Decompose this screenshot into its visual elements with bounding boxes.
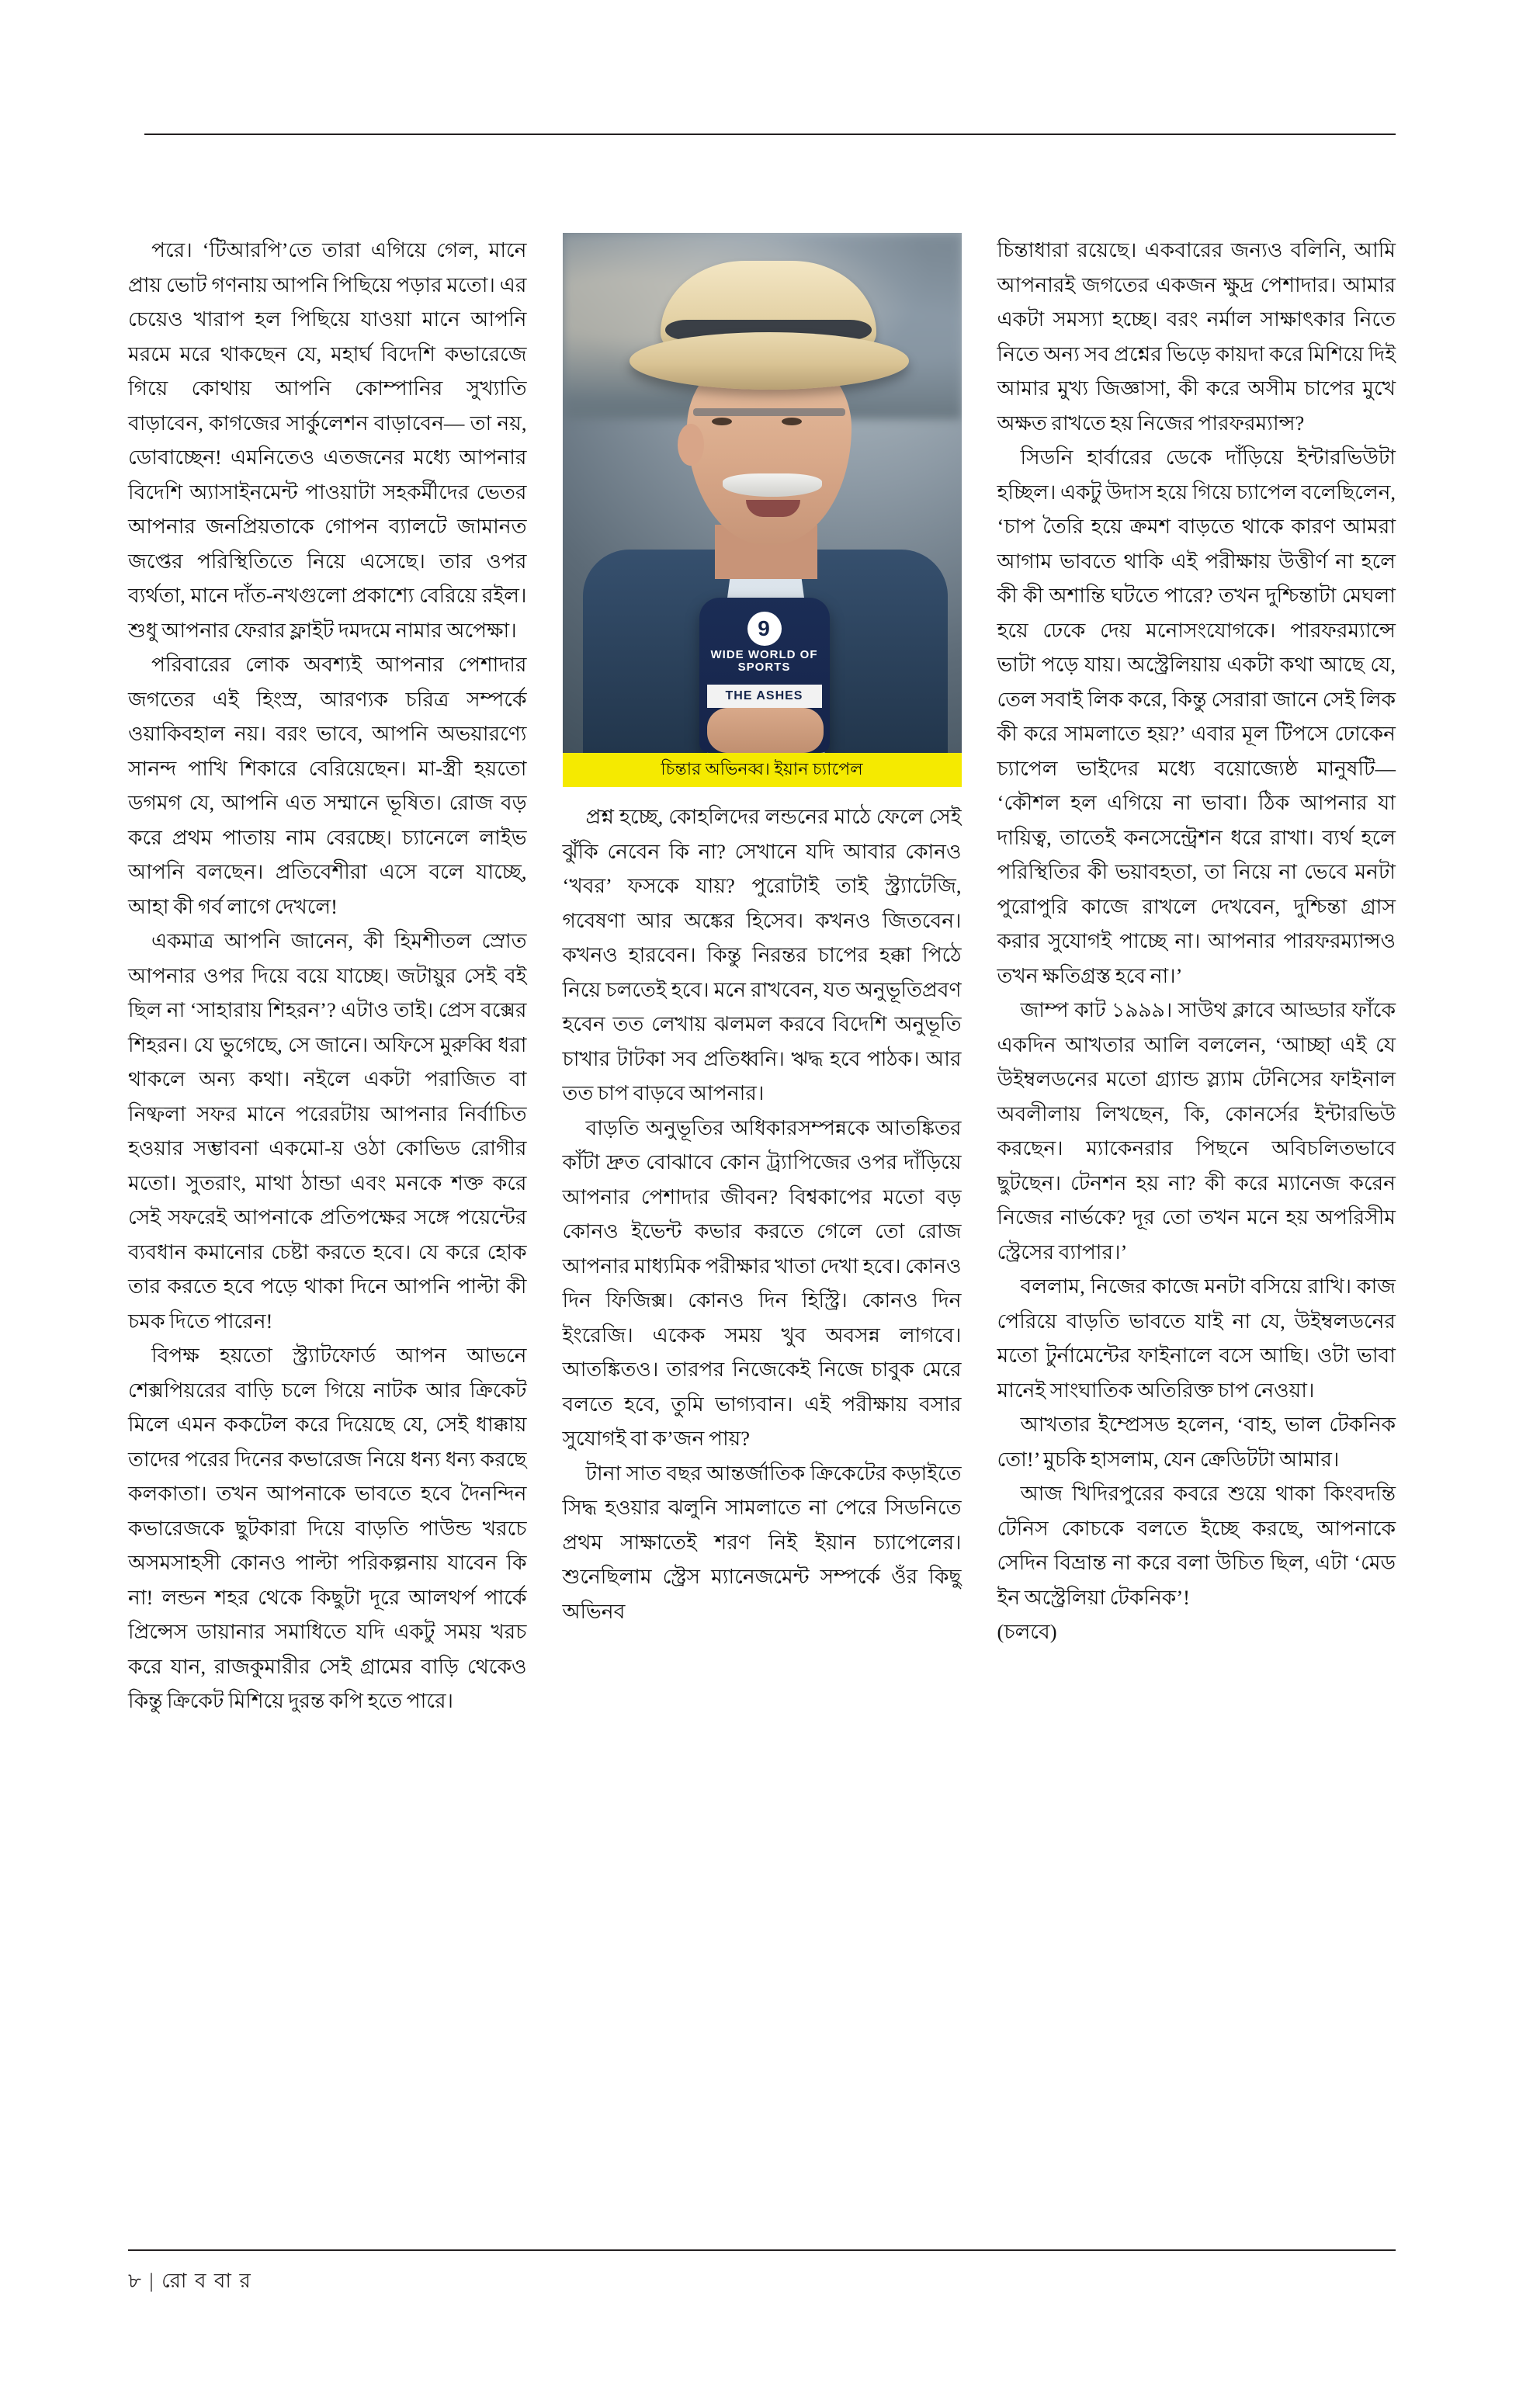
paragraph: বললাম, নিজের কাজে মনটা বসিয়ে রাখি। কাজ পেরিয়ে বাড়তি ভাবতে যাই না যে, উইম্বলডনের মতো টুর্নামেন্টের ফাইনালে বসে আছি। ওটা ভাবা মানেই সাংঘাতিক অতিরিক্ত চাপ নেওয়া। bbox=[997, 1275, 1396, 1402]
paragraph: জাম্প কাট ১৯৯৯। সাউথ ক্লাবে আড্ডার ফাঁকে একদিন আখতার আলি বললেন, ‘আচ্ছা এই যে উইম্বলডনের মতো গ্র্যান্ড স্ল্যাম টেনিসের ফাইনাল অবলীলায় লিখছেন, কি, কোনর্সের ইন্টারভিউ করছেন। ম্যাকেনরার পিছনে অবিচলিতভাবে ছুটছেন। টেনশন হয় না? কী করে ম্যানেজ করেন নিজের নার্ভকে? দূর তো তখন মনে হয় অপরিসীম স্ট্রেসের ব্যাপার।’ bbox=[997, 998, 1396, 1264]
photo-ian-chappell bbox=[563, 233, 962, 753]
photo-hand bbox=[707, 708, 824, 753]
photo-glasses bbox=[693, 408, 845, 416]
photo-hat-brim bbox=[630, 332, 909, 390]
paragraph: আজ খিদিরপুরের কবরে শুয়ে থাকা কিংবদন্তি টেনিস কোচকে বলতে ইচ্ছে করছে, আপনাকে সেদিন বিভ্রান্ত না করে বলা উচিত ছিল, এটা ‘মেড ইন অস্ট্রেলিয়া টেকনিক’! bbox=[997, 1482, 1396, 1609]
paragraph: পরে। ‘টিআরপি’তে তারা এগিয়ে গেল, মানে প্রায় ভোট গণনায় আপনি পিছিয়ে পড়ার মতো। এর চেয়েও খারাপ হল পিছিয়ে যাওয়া মানে আপনি মরমে মরে থাকছেন যে, মহার্ঘ বিদেশি কভারেজে গিয়ে কোথায় আপনি কোম্পানির সুখ্যাতি বাড়াবেন, কাগজের সার্কুলেশন বাড়াবেন— তা নয়, ডোবাচ্ছেন! এমনিতেও এতজনের মধ্যে আপনার বিদেশি অ্যাসাইনমেন্ট পাওয়াটা সহকর্মীদের ভেতর আপনার জনপ্রিয়তাকে গোপন ব্যালটে জামানত জপ্তের পরিস্থিতিতে নিয়ে এসেছে। তার ওপর ব্যর্থতা, মানে দাঁত-নখগুলো প্রকাশ্যে বেরিয়ে রইল। শুধু আপনার ফেরার ফ্লাইট দমদমে নামার অপেক্ষা। bbox=[128, 238, 527, 642]
photo-eye-left bbox=[712, 418, 732, 425]
footer-rule bbox=[128, 2249, 1396, 2251]
paragraph: চিন্তাধারা রয়েছে। একবারের জন্যও বলিনি, আমি আপনারই জগতের একজন ক্ষুদ্র পেশাদার। আমার একটা সমস্যা হচ্ছে। বরং নর্মাল সাক্ষাৎকার নিতে নিতে অন্য সব প্রশ্নের ভিড়ে কায়দা করে মিশিয়ে দিই আমার মুখ্য জিজ্ঞাসা, কী করে অসীম চাপের মুখে অক্ষত রাখতে হয় নিজের পারফরম্যান্স? bbox=[997, 238, 1396, 435]
paragraph: পরিবারের লোক অবশ্যই আপনার পেশাদার জগতের এই হিংস্র, আরণ্যক চরিত্র সম্পর্কে ওয়াকিবহাল নয়। বরং ভাবে, আপনি অভয়ারণ্যে সানন্দ পাখি শিকারে বেরিয়েছেন। মা-স্ত্রী হয়তো ডগমগ যে, আপনি এত সম্মানে ভূষিত। রোজ বড় করে প্রথম পাতায় নাম বেরচ্ছে। চ্যানেলে লাইভ আপনি বলছেন। প্রতিবেশীরা এসে বলে যাচ্ছে, আহা কী গর্ব লাগে দেখলে! bbox=[128, 653, 527, 918]
header-rule bbox=[144, 134, 1396, 135]
photo-eye-right bbox=[782, 418, 802, 425]
column-middle bbox=[563, 233, 962, 2220]
figure-caption-bar bbox=[563, 753, 962, 787]
paragraph: সিডনি হার্বারের ডেকে দাঁড়িয়ে ইন্টারভিউটা হচ্ছিল। একটু উদাস হয়ে গিয়ে চ্যাপেল বলেছিলেন, ‘চাপ তৈরি হয়ে ক্রমশ বাড়তে থাকে কারণ আমরা আগাম ভাবতে থাকি এই পরীক্ষায় উত্তীর্ণ না হলে কী কী অশান্তি ঘটতে পারে? তখন দুশ্চিন্তাটা মেঘলা হয়ে ঢেকে দেয় মনোসংযোগকে। পারফরম্যান্সে ভাটা পড়ে যায়। অস্ট্রেলিয়ায় একটা কথা আছে যে, তেল সবাই লিক করে, কিন্তু সেরারা জানে সেই লিক কী করে সামলাতে হয়?’ এবার মূল টিপসে ঢোকেন চ্যাপেল ভাইদের মধ্যে বয়োজ্যেষ্ঠ মানুষটি— ‘কৌশল হল এগিয়ে না ভাবা। ঠিক আপনার যা দায়িত্ব, তাতেই কনসেন্ট্রেশন ধরে রাখা। ব্যর্থ হলে পরিস্থিতির কী ভয়াবহতা, তা নিয়ে না ভেবে মনটা পুরোপুরি কাজে রাখলে দেখবেন, দুশ্চিন্তা গ্রাস করার সুযোগই পাচ্ছে না। আপনার পারফরম্যান্সও তখন ক্ষতিগ্রস্ত হবে না।’ bbox=[997, 446, 1396, 987]
mic-flag-label: THE ASHES bbox=[707, 685, 822, 708]
paragraph: টানা সাত বছর আন্তর্জাতিক ক্রিকেটের কড়াইতে সিদ্ধ হওয়ার ঝলুনি সামলাতে না পেরে সিডনিতে প্রথম সাক্ষাতেই শরণ নিই ইয়ান চ্যাপেলের। শুনেছিলাম স্ট্রেস ম্যানেজমেন্ট সম্পর্কে ওঁর কিছু অভিনব bbox=[562, 1461, 962, 1623]
paragraph: একমাত্র আপনি জানেন, কী হিমশীতল স্রোত আপনার ওপর দিয়ে বয়ে যাচ্ছে। জটায়ুর সেই বই ছিল না ‘সাহারায় শিহরন’? এটাও তাই। প্রেস বক্সের শিহরন। যে ভুগেছে, সে জানে। অফিসে মুরুব্বি ধরা থাকলে অন্য কথা। নইলে একটা পরাজিত বা নিষ্ফলা সফর মানে পরেরটায় আপনার নির্বাচিত হওয়ার সম্ভাবনা একমো-য় ওঠা কোভিড রোগীর মতো। সুতরাং, মাথা ঠান্ডা এবং মনকে শক্ত করে সেই সফরেই আপনাকে প্রতিপক্ষের সঙ্গে পয়েন্টের ব্যবধান কমানোর চেষ্টা করতে হবে। যে করে হোক তার করতে হবে পড়ে থাকা দিনে আপনি পাল্টা কী চমক দিতে পারেন! bbox=[128, 929, 527, 1333]
page-folio: ৮ | রো ব বা র bbox=[128, 2270, 252, 2292]
column-left bbox=[128, 233, 527, 2220]
article-figure bbox=[563, 233, 962, 787]
logo-line-1: WIDE WORLD OF bbox=[710, 648, 818, 661]
figure-caption: চিন্তার অভিনব্ব। ইয়ান চ্যাপেল bbox=[661, 758, 863, 779]
channel-number: 9 bbox=[747, 612, 782, 646]
paragraph: আখতার ইম্প্রেসড হলেন, ‘বাহ, ভাল টেকনিক তো!’ মুচকি হাসলাম, যেন ক্রেডিটটা আমার। bbox=[997, 1413, 1396, 1471]
continuation-note: (চলবে) bbox=[997, 1620, 1057, 1643]
paragraph: বাড়তি অনুভূতির অধিকারসম্পন্নকে আতঙ্কিতর কাঁটা দ্রুত বোঝাবে কোন ট্র্যাপিজের ওপর দাঁড়িয়ে আপনার পেশাদার জীবন? বিশ্বকাপের মতো বড় কোনও ইভেন্ট কভার করতে গেলে তো রোজ আপনার মাধ্যমিক পরীক্ষার খাতা দেখা হবে। কোনও দিন ফিজিক্স। কোনও দিন হিস্ট্রি। কোনও দিন ইংরেজি। একেক সময় খুব অবসন্ন লাগবে। আতঙ্কিতও। তারপর নিজেকেই নিজে চাবুক মেরে বলতে হবে, তুমি ভাগ্যবান। এই পরীক্ষায় বসার সুযোগই বা ক’জন পায়? bbox=[562, 1115, 962, 1450]
article-columns bbox=[128, 233, 1396, 2220]
photo-mouth bbox=[746, 500, 800, 517]
photo-ear bbox=[678, 424, 704, 466]
photo-moustache bbox=[723, 473, 822, 497]
paragraph: প্রশ্ন হচ্ছে, কোহলিদের লন্ডনের মাঠে ফেলে সেই ঝুঁকি নেবেন কি না? সেখানে যদি আবার কোনও ‘খবর’ ফসকে যায়? পুরোটাই তাই স্ট্র্যাটেজি, গবেষণা আর অঙ্কের হিসেব। কখনও জিতবেন। কখনও হারবেন। কিন্তু নিরন্তর চাপের হক্কা পিঠে নিয়ে চলতেই হবে। মনে রাখবেন, যত অনুভূতিপ্রবণ হবেন তত লেখায় ঝলমল করবে বিদেশি অনুভূতি চাখার টাটকা সব প্রতিধ্বনি। ঋদ্ধ হবে পাঠক। আর তত চাপ বাড়বে আপনার। bbox=[562, 805, 962, 1105]
logo-line-2: SPORTS bbox=[737, 661, 791, 674]
broadcaster-logo bbox=[699, 612, 830, 674]
paragraph: বিপক্ষ হয়তো স্ট্র্যাটফোর্ড আপন আভনে শেক্সপিয়রের বাড়ি চলে গিয়ে নাটক আর ক্রিকেট মিলে এমন ককটেল করে দিয়েছে যে, সেই ধাক্কায় তাদের পরের দিনের কভারেজ নিয়ে ধন্য ধন্য করছে কলকাতা। তখন আপনাকে ভাবতে হবে দৈনন্দিন কভারেজকে ছুটকারা দিয়ে বাড়তি পাউন্ড খরচে অসমসাহসী কোনও পাল্টা পরিকল্পনায় যাবেন কি না! লন্ডন শহর থেকে কিছুটা দূরে আলথর্প পার্কে প্রিন্সেস ডায়ানার সমাধিতে যদি একটু সময় খরচ করে যান, রাজকুমারীর সেই গ্রামের বাড়ি থেকেও কিন্তু ক্রিকেট মিশিয়ে দুরন্ত কপি হতে পারে। bbox=[128, 1344, 527, 1712]
column-right bbox=[997, 233, 1396, 2220]
